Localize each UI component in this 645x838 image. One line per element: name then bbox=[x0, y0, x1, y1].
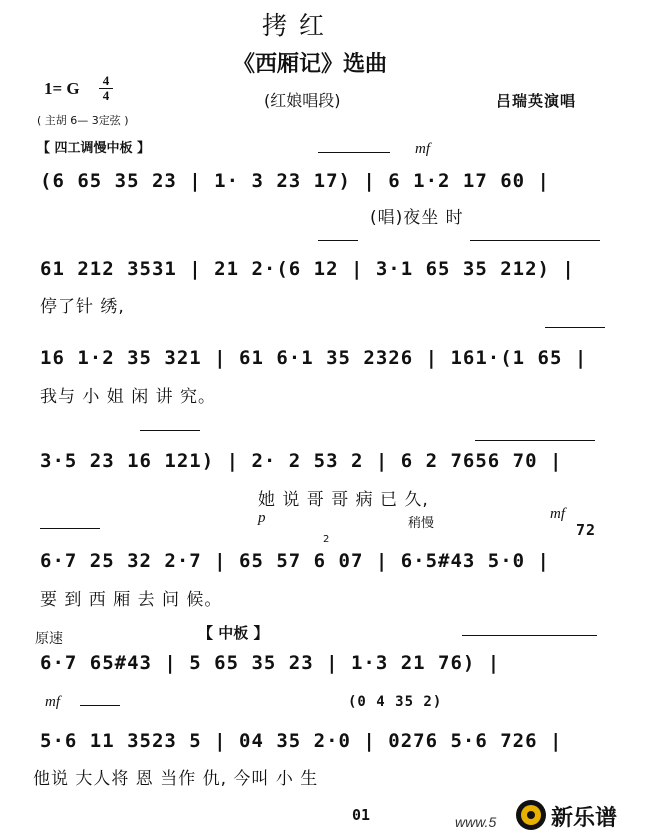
hairpin-line bbox=[462, 635, 597, 636]
lyric-line-5: 要 到 西 厢 去 问 候。 bbox=[40, 590, 223, 610]
hairpin-line bbox=[318, 240, 358, 241]
time-signature-bottom: 4 bbox=[102, 88, 110, 103]
hairpin-line bbox=[40, 528, 100, 529]
hairpin-line bbox=[80, 705, 120, 706]
hairpin-line bbox=[318, 152, 390, 153]
hairpin-line bbox=[140, 430, 200, 431]
lyric-line-2: 停了针 绣, bbox=[40, 297, 125, 317]
lyric-line-1: (唱)夜坐 时 bbox=[370, 208, 464, 228]
notation-line-6: 6·7 65#43 | 5 65 35 23 | 1·3 21 76) | bbox=[40, 652, 501, 674]
time-signature bbox=[99, 75, 113, 102]
song-title: 拷 红 bbox=[262, 11, 326, 40]
site-logo bbox=[513, 797, 635, 833]
singer-credit: 吕瑞英演唱 bbox=[496, 92, 577, 110]
key-signature: 1= G bbox=[44, 79, 80, 98]
dynamic-mark-p: p bbox=[258, 510, 266, 526]
dynamic-mark: mf bbox=[45, 694, 60, 710]
role-label: (红娘唱段) bbox=[264, 91, 341, 110]
notation-line-7: 5·6 11 3523 5 | 04 35 2·0 | 0276 5·6 726 | bbox=[40, 730, 563, 752]
lyric-line-7: 他说 大人将 恩 当作 仇, 今叫 小 生 bbox=[33, 769, 319, 789]
notation-line-5: 6·7 25 32 2·7 | 65 57 6 07 | 6·5#43 5·0 | bbox=[40, 550, 550, 572]
watermark-url: www.5 bbox=[455, 814, 497, 830]
notation-line-1: (6 65 35 23 | 1· 3 23 17) | 6 1·2 17 60 | bbox=[40, 170, 550, 192]
time-signature-top: 4 bbox=[102, 73, 110, 88]
lyric-line-4: 她 说 哥 哥 病 已 久, bbox=[258, 490, 429, 510]
logo-text: 新乐谱 bbox=[551, 806, 618, 831]
lyric-line-3: 我与 小 姐 闲 讲 究。 bbox=[40, 387, 217, 407]
hairpin-line bbox=[545, 327, 605, 328]
notation-line-3: 16 1·2 35 321 | 61 6·1 35 2326 | 161·(1 65 | bbox=[40, 347, 588, 369]
song-subtitle: 《西厢记》选曲 bbox=[233, 52, 388, 77]
tempo-note: 稍慢 bbox=[408, 516, 435, 531]
hairpin-line bbox=[475, 440, 595, 441]
ornament-note: 72 bbox=[576, 521, 597, 539]
notation-line-2: 61 212 3531 | 21 2·(6 12 | 3·1 65 35 212) | bbox=[40, 258, 575, 280]
tempo-mark-mid: 【 中板 】 bbox=[198, 624, 269, 642]
page-number: 01 bbox=[352, 806, 371, 824]
notation-line-4: 3·5 23 16 121) | 2· 2 53 2 | 6 2 7656 70 | bbox=[40, 450, 563, 472]
upper-notation: (0 4 35 2) bbox=[348, 694, 443, 710]
grace-note: 2 bbox=[323, 534, 330, 545]
tempo-mark: 【 四工调慢中板 】 bbox=[37, 141, 151, 156]
tempo-resume: 原速 bbox=[35, 631, 63, 647]
instrument-note: ( 主胡 6— 3定弦 ) bbox=[37, 114, 129, 127]
dynamic-mark-mf: mf bbox=[550, 506, 565, 522]
dynamic-mark: mf bbox=[415, 141, 430, 157]
hairpin-line bbox=[470, 240, 600, 241]
